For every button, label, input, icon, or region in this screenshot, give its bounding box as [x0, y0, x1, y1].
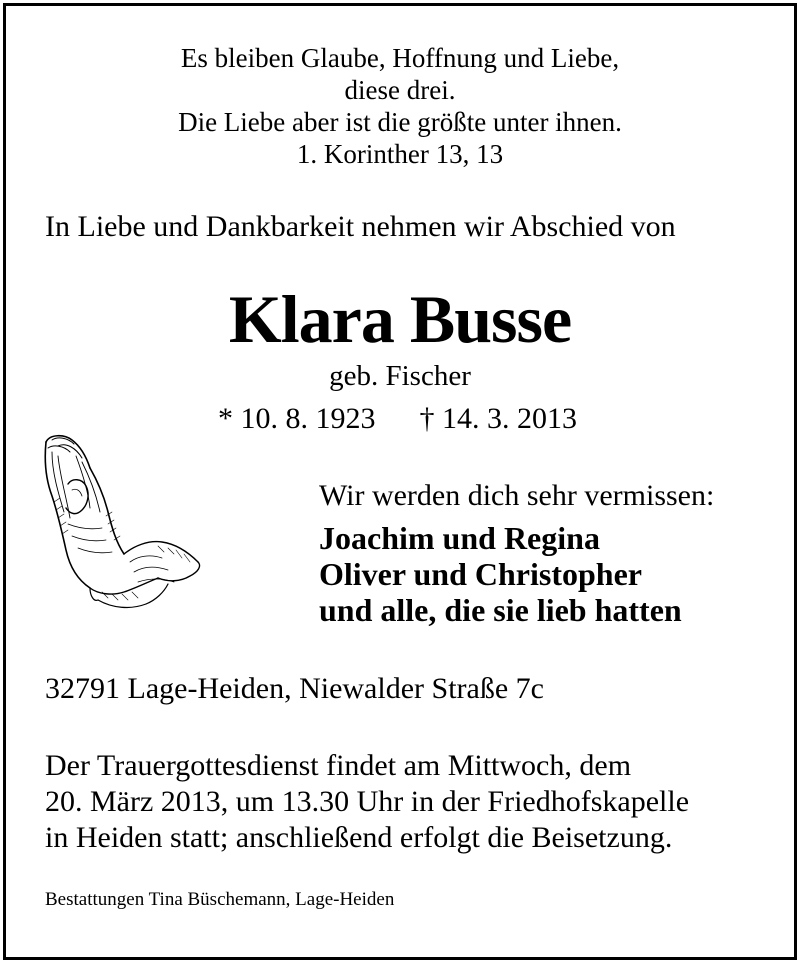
- service-info: [45, 748, 689, 856]
- funeral-home: Bestattungen Tina Büschemann, Lage-Heiden: [45, 889, 395, 910]
- maiden-name: geb. Fischer: [329, 360, 471, 392]
- life-dates: [218, 401, 577, 437]
- bible-verse: [0, 42, 800, 170]
- mourner-line: Oliver und Christopher: [319, 556, 642, 592]
- verse-line: Die Liebe aber ist die größte unter ihnen.: [178, 107, 622, 137]
- death-date: † 14. 3. 2013: [419, 402, 577, 435]
- family-address: 32791 Lage-Heiden, Niewalder Straße 7c: [45, 672, 544, 705]
- service-line: 20. März 2013, um 13.30 Uhr in der Friedhofskapelle: [45, 785, 690, 818]
- farewell-intro: In Liebe und Dankbarkeit nehmen wir Abschied von: [45, 210, 676, 243]
- service-line: in Heiden statt; anschließend erfolgt die Beisetzung.: [45, 821, 673, 854]
- mourner-line: Joachim und Regina: [319, 520, 600, 556]
- mourner-line: und alle, die sie lieb hatten: [319, 592, 682, 628]
- praying-hands-icon: [38, 432, 206, 620]
- verse-line: diese drei.: [344, 75, 456, 105]
- birth-date: * 10. 8. 1923: [218, 402, 376, 435]
- mourners-list: [319, 520, 682, 628]
- mourners-intro: Wir werden dich sehr vermissen:: [319, 479, 715, 512]
- verse-reference: 1. Korinther 13, 13: [296, 139, 504, 169]
- service-line: Der Trauergottesdienst findet am Mittwoch, dem: [45, 749, 632, 782]
- verse-line: Es bleiben Glaube, Hoffnung und Liebe,: [180, 43, 620, 73]
- deceased-name: Klara Busse: [228, 281, 572, 357]
